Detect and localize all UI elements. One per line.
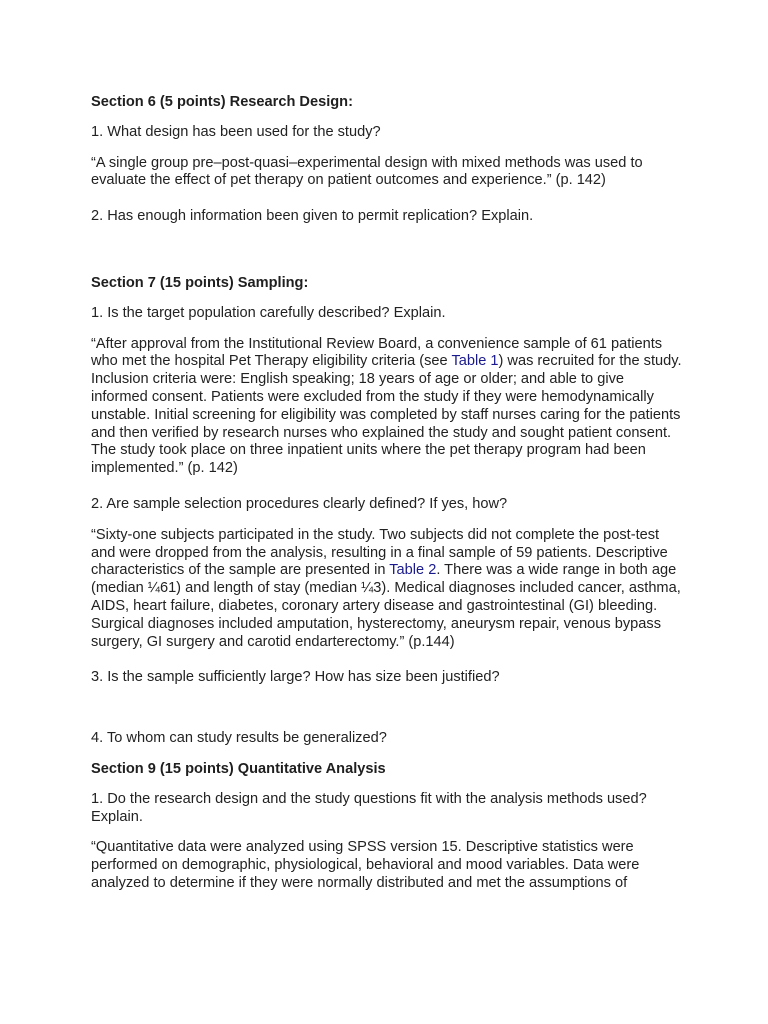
section-9-heading: Section 9 (15 points) Quantitative Analysis — [91, 760, 386, 777]
quote-text: ) was recruited for the study. Inclusion criteria were: English speaking; 18 years of age or older; and able to give informed consent. Patients were excluded from the study if they were hemodynamically unstable. Initial screening for eligibility was completed by staff nurses caring for the patients and then verified by research nurses who explained the study and sought patient consent. The study took place on three inpatient units where the pet therapy program had been implemented.” (p. 142) — [91, 353, 682, 477]
section-6-question-1: 1. What design has been used for the study? — [91, 123, 381, 140]
section-9-quote-1: “Quantitative data were analyzed using SPSS version 15. Descriptive statistics were performed on demographic, physiological, behavioral and mood variables. Data were analyzed to determine if they were normally distributed and met the assumptions of — [91, 839, 640, 891]
section-6-heading: Section 6 (5 points) Research Design: — [91, 94, 353, 110]
section-6-quote-1: “A single group pre–post-quasi–experimental design with mixed methods was used to evaluate the effect of pet therapy on patient outcomes and experience.” (p. 142) — [91, 154, 643, 189]
section-7-quote-1 — [91, 336, 683, 478]
section-7-heading: Section 7 (15 points) Sampling: — [91, 274, 309, 291]
section-7-question-4: 4. To whom can study results be generalized? — [91, 730, 387, 747]
section-7-question-3: 3. Is the sample sufficiently large? How has size been justified? — [91, 669, 500, 686]
document-page — [91, 92, 683, 893]
section-7-question-2: 2. Are sample selection procedures clearly defined? If yes, how? — [91, 495, 508, 512]
quote-text: “After approval from the Institutional Review Board, a convenience sample of 61 patients who met the hospital Pet Therapy eligibility criteria (see — [91, 335, 663, 370]
section-9-question-1: 1. Do the research design and the study questions fit with the analysis methods used? Explain. — [91, 790, 647, 825]
section-7-quote-2 — [91, 527, 683, 652]
quote-text: . There was a wide range in both age (median ¼61) and length of stay (median ¼3). Medical diagnoses included cancer, asthma, AIDS, heart failure, diabetes, coronary artery disease and gastrointestinal (GI) bleeding. Surgical diagnoses included amputation, hysterectomy, aneurysm repair, venous bypass surgery, GI surgery and carotid endarterectomy.” (p.144) — [91, 562, 681, 650]
table-1-link[interactable]: Table 1 — [451, 353, 499, 370]
table-2-link[interactable]: Table 2 — [389, 562, 437, 579]
section-6-question-2: 2. Has enough information been given to permit replication? Explain. — [91, 208, 534, 225]
section-7-question-1: 1. Is the target population carefully described? Explain. — [91, 304, 446, 321]
quote-text: “Sixty-one subjects participated in the study. Two subjects did not complete the post-test and were dropped from the analysis, resulting in a final sample of 59 patients. Descriptive characteristics of the sample are presented in — [91, 526, 668, 579]
